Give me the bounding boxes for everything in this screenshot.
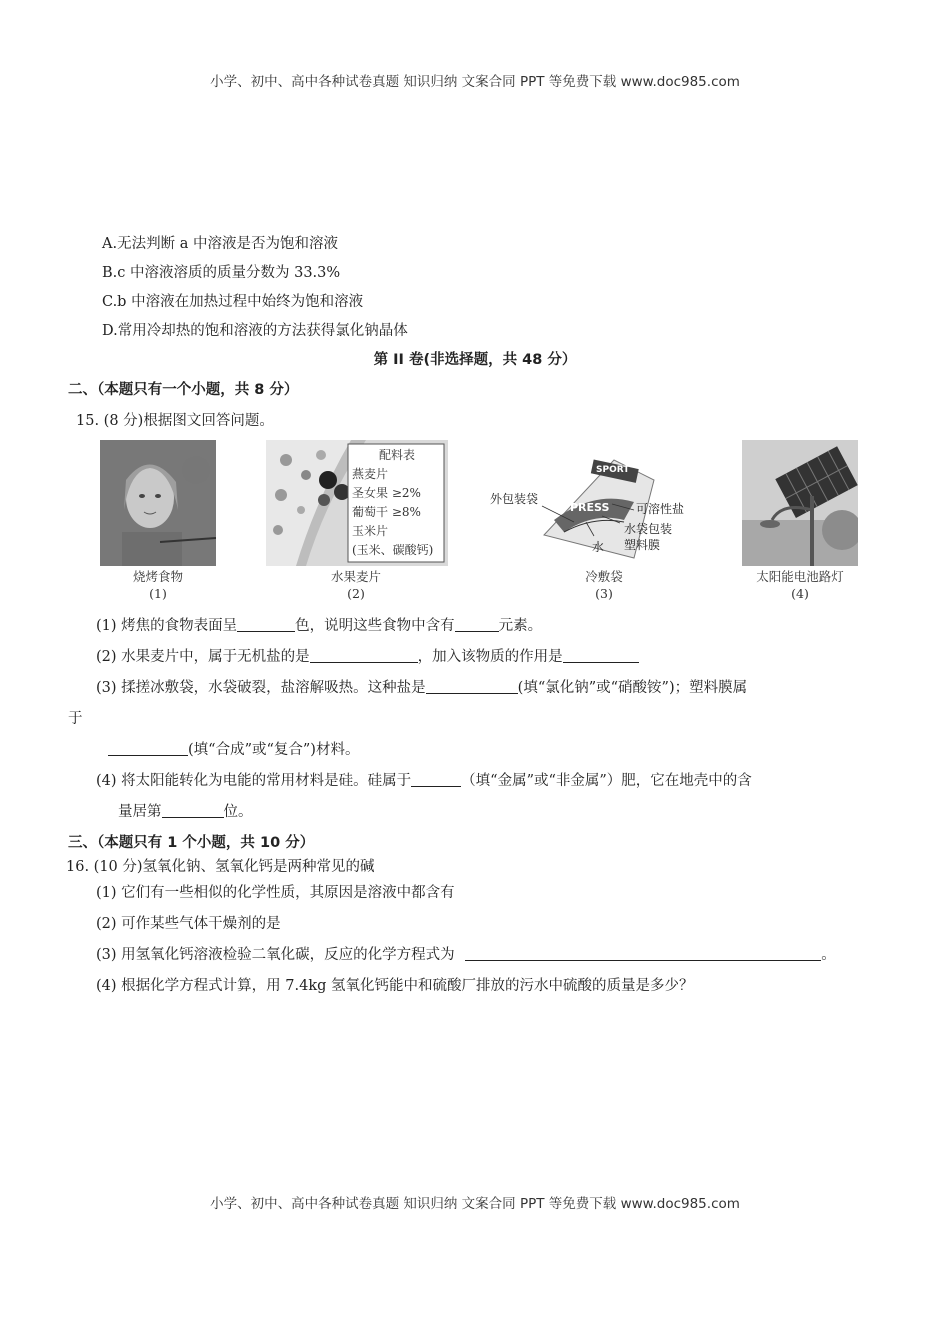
cold-pack-label-outer: 外包装袋 — [490, 492, 539, 506]
q15-sub4: (4) 将太阳能转化为电能的常用材料是硅。硅属于 （填“金属”或“非金属”）肥，它在地壳中的含 — [96, 773, 752, 789]
q15-sub1: (1) 烤焦的食物表面呈 色，说明这些食物中含有 元素。 — [96, 618, 543, 634]
answer-blank[interactable] — [237, 617, 295, 632]
ingredient-table — [352, 446, 442, 560]
answer-blank[interactable] — [563, 648, 639, 663]
cold-pack-label-water: 水 — [592, 540, 605, 554]
solar-lamp-photo — [742, 440, 858, 566]
q14-option-a: A.无法判断 a 中溶液是否为饱和溶液 — [102, 236, 338, 252]
cold-pack-label-film: 塑料膜 — [624, 538, 661, 552]
part2-heading: 二、（本题只有一个小题，共 8 分） — [68, 382, 299, 398]
figure-4-caption: 太阳能电池路灯 — [756, 569, 844, 584]
ingredient-item: 圣女果 ≥2% — [352, 486, 421, 500]
answer-blank[interactable] — [108, 741, 188, 756]
q15-sub3-cont: 于 — [68, 711, 83, 727]
q14-option-b: B.c 中溶液溶质的质量分数为 33.3% — [102, 265, 341, 281]
part3-heading: 三、（本题只有 1 个小题，共 10 分） — [68, 835, 315, 851]
figure-3-number: (3) — [595, 586, 613, 601]
answer-blank[interactable] — [465, 946, 821, 961]
ingredient-table-title: 配料表 — [378, 448, 415, 462]
section-title: 第 II 卷(非选择题，共 48 分） — [373, 352, 577, 368]
q15-sub4-cont: 量居第 位。 — [118, 804, 253, 820]
q15-sub2: (2) 水果麦片中，属于无机盐的是 ，加入该物质的作用是 — [96, 645, 639, 666]
answer-blank[interactable] — [426, 679, 518, 694]
answer-blank[interactable] — [162, 803, 224, 818]
figure-solar-lamp — [742, 440, 858, 601]
cold-pack-label-bag: 水袋包装 — [624, 522, 673, 536]
q16-sub2: (2) 可作某些气体干燥剂的是 — [96, 916, 281, 932]
q14-option-d: D.常用冷却热的饱和溶液的方法获得氯化钠晶体 — [102, 323, 408, 339]
ingredient-item: (玉米、碳酸钙) — [352, 543, 434, 557]
answer-blank[interactable] — [310, 648, 418, 663]
q15-stem: 15. (8 分)根据图文回答问题。 — [76, 413, 274, 429]
cold-pack-brand: SPORT — [596, 465, 630, 475]
q16-stem: 16. (10 分)氢氧化钠、氢氧化钙是两种常见的碱 — [66, 859, 375, 875]
cold-pack-press: PRESS — [570, 501, 610, 514]
q14-option-c: C.b 中溶液在加热过程中始终为饱和溶液 — [102, 294, 364, 310]
figure-2-caption: 水果麦片 — [330, 569, 381, 584]
figure-2-number: (2) — [347, 586, 365, 601]
q16-sub1: (1) 它们有一些相似的化学性质，其原因是溶液中都含有 — [96, 885, 455, 901]
cold-pack-label-salt: 可溶性盐 — [636, 502, 685, 516]
figure-cold-pack — [484, 440, 724, 601]
ingredient-item: 葡萄干 ≥8% — [352, 505, 421, 519]
figure-1-caption: 烧烤食物 — [132, 569, 183, 584]
q16-sub3: (3) 用氢氧化钙溶液检验二氧化碳，反应的化学方程式为 。 — [96, 947, 836, 963]
ingredient-item: 燕麦片 — [352, 467, 389, 481]
q16-sub4: (4) 根据化学方程式计算，用 7.4kg 氢氧化钙能中和硫酸厂排放的污水中硫酸的质量是多少？ — [96, 978, 694, 994]
q15-sub3: (3) 揉搓冰敷袋，水袋破裂，盐溶解吸热。这种盐是 (填“氯化钠”或“硝酸铵”)；塑料膜属 — [96, 680, 748, 696]
ingredient-item: 玉米片 — [352, 524, 389, 538]
page-header: 小学、初中、高中各种试卷真题 知识归纳 文案合同 PPT 等免费下载 www.doc985.com — [210, 74, 740, 90]
figure-4-number: (4) — [791, 586, 809, 601]
answer-blank[interactable] — [455, 617, 499, 632]
answer-blank[interactable] — [411, 772, 461, 787]
figure-fruit-cereal — [266, 440, 448, 601]
q15-sub3-material: (填“合成”或“复合”)材料。 — [108, 738, 359, 759]
figure-3-caption: 冷敷袋 — [585, 569, 623, 584]
grilled-food-photo — [100, 440, 216, 566]
page-footer: 小学、初中、高中各种试卷真题 知识归纳 文案合同 PPT 等免费下载 www.doc985.com — [210, 1196, 740, 1212]
figure-grilled-food — [100, 440, 216, 601]
figure-1-number: (1) — [149, 586, 167, 601]
